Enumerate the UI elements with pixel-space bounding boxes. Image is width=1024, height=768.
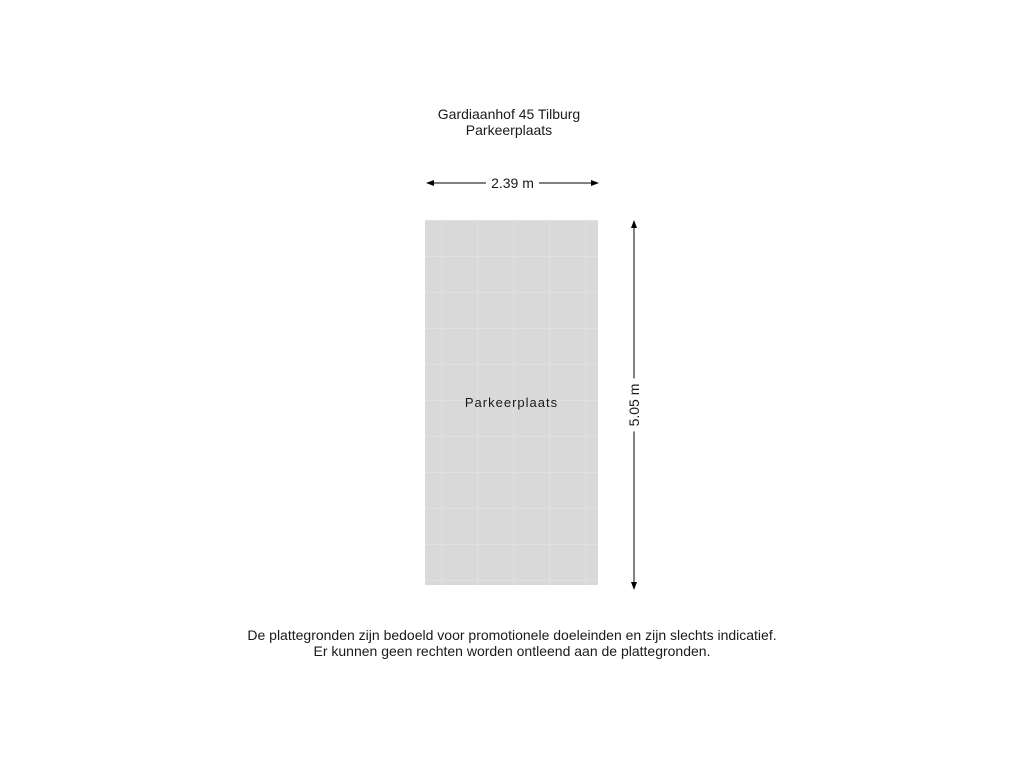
address-title: Gardiaanhof 45 Tilburg bbox=[437, 106, 581, 122]
room-parkeerplaats bbox=[425, 220, 598, 585]
disclaimer-line-2: Er kunnen geen rechten worden ontleend aan de plattegronden. bbox=[313, 643, 711, 659]
room-label: Parkeerplaats bbox=[464, 395, 559, 410]
width-dimension-label: 2.39 m bbox=[486, 175, 539, 191]
width-dimension bbox=[426, 174, 599, 192]
disclaimer-line-1: De plattegronden zijn bedoeld voor promotionele doeleinden en zijn slechts indicatief. bbox=[247, 627, 777, 643]
title-block bbox=[0, 106, 1018, 138]
floor-name: Parkeerplaats bbox=[465, 122, 553, 138]
length-dimension bbox=[624, 220, 644, 590]
disclaimer bbox=[0, 627, 1024, 659]
length-dimension-label: 5.05 m bbox=[626, 379, 642, 432]
